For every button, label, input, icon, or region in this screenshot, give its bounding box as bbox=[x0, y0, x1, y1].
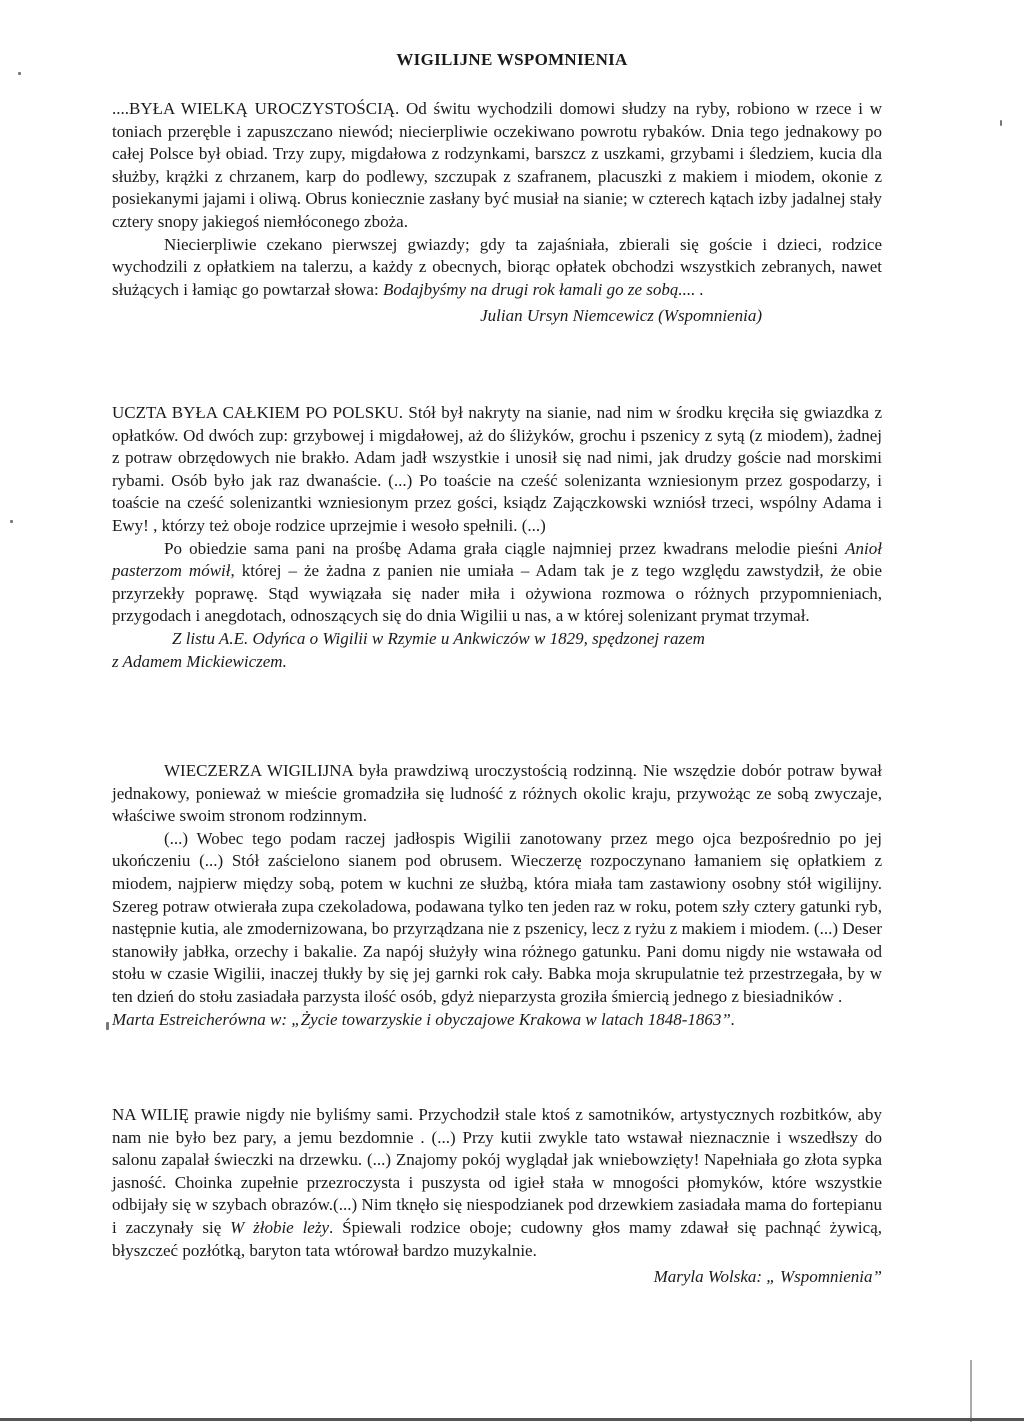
carol-title: W żłobie leży bbox=[230, 1217, 330, 1237]
scan-edge-line bbox=[970, 1360, 972, 1422]
quoted-words: Bodajbyśmy na drugi rok łamali go ze sobą.... . bbox=[382, 279, 704, 299]
scan-speck bbox=[10, 520, 13, 523]
paragraph-text: , której – że żadna z panien nie umiała – Adam tak je z tego względu zawstydził, że obie przyrzekły poprawę. Stąd wywiązała się nader miła i ożywiona rozmowa o różnych przypomnieniach, przygodach i anegdotach, odnoszących się do dnia Wigilii u nas, a w której solenizant prymat trzymał. bbox=[112, 561, 882, 626]
paragraph-text: Niecierpliwie czekano pierwszej gwiazdy; gdy ta zajaśniała, zbierali się goście i dzieci, rodzice wychodzili z opłatkiem na talerzu, a każdy z obecnych, biorąc opłatek obchodzi wszystkich zebranych, nawet służących i łamiąc go powtarzał słowa: bbox=[112, 234, 882, 299]
excerpt-paragraph: WIECZERZA WIGILIJNA była prawdziwą uroczystością rodzinną. Nie wszędzie dobór potraw bywał jednakowy, ponieważ w mieście gromadziła się ludność z różnych okolic kraju, przywożąc ze sobą zwyczaje, właściwe swoim stronom rodzinnym. bbox=[112, 761, 882, 826]
source-citation: Z listu A.E. Odyńca o Wigilii w Rzymie u Ankwiczów w 1829, spędzonej razem bbox=[172, 628, 705, 648]
excerpt-paragraph bbox=[112, 1104, 882, 1262]
scan-bottom-edge bbox=[0, 1418, 1024, 1421]
scan-speck bbox=[106, 1022, 109, 1030]
source-citation: Marta Estreicherówna w: „Życie towarzyskie i obyczajowe Krakowa w latach 1848-1863”. bbox=[112, 1009, 736, 1029]
song-title: Anioł pasterzom mówił bbox=[112, 538, 882, 581]
excerpt-paragraph: UCZTA BYŁA CAŁKIEM PO POLSKU. Stół był nakryty na sianie, nad nim w środku kręciła się gwiazdka z opłatków. Od dwóch zup: grzybowej i migdałowej, aż do śliżyków, grochu i pszenicy z sytą (z miodem), żadnej z potraw obrzędowych nie brakło. Adam jadł wszystkie i unosił się nad nimi, jak drudzy goście nad morskimi rybami. Osób było jak raz dwanaście. (...) Po toaście na cześć solenizanta wzniesionym przez gospodarzy, i toaście na cześć solenizantki wzniesionym przez gości, ksiądz Zajączkowski wzniósł trzeci, wspólny Adama i Ewy! , którzy też oboje rodzice uprzejmie i wesoło spełnili. (...) bbox=[112, 403, 882, 535]
excerpt-paragraph: ....BYŁA WIELKĄ UROCZYSTOŚCIĄ. Od świtu wychodzili domowi słudzy na ryby, robiono w rzece i w toniach przeręble i zapuszczano niewód; niecierpliwie oczekiwano powrotu rybaków. Dnia tego jednakowy po całej Polsce był obiad. Trzy zupy, migdałowa z rodzynkami, barszcz z uszkami, grzybami i śledziem, kucia dla służby, krążki z chrzanem, karp do podlewy, szczupak z szafranem, placuszki z makiem i miodem, okonie z posiekanymi jajami i oliwą. Obrus koniecznie zasłany być musiał na sianie; w czterech kątach izby jadalnej stały cztery snopy jakiegoś niemłóconego zboża. bbox=[112, 99, 882, 231]
excerpt-paragraph bbox=[112, 234, 882, 302]
scan-speck bbox=[1000, 120, 1002, 126]
scan-speck bbox=[18, 72, 21, 75]
source-citation: Julian Ursyn Niemcewicz (Wspomnienia) bbox=[480, 306, 762, 326]
page-title: WIGILIJNE WSPOMNIENIA bbox=[396, 50, 628, 69]
excerpt-estreicherowna bbox=[112, 760, 882, 1031]
excerpt-paragraph: (...) Wobec tego podam raczej jadłospis Wigilii zanotowany przez mego ojca bezpośrednio po jej ukończeniu (...) Stół zaścielono sianem pod obrusem. Wieczerzę rozpoczynano łamaniem się opłatkiem z miodem, najpierw między sobą, potem w kuchni ze służbą, która miała tam zastawiony osobny stół wigilijny. Szereg potraw otwierała zupa czekoladowa, podawana tylko ten jeden raz w roku, potem szły cztery gatunki ryb, następnie kutia, ale zmodernizowana, bo przyrządzana nie z pszenicy, lecz z ryżu z makiem i miodem. (...) Deser stanowiły jabłka, orzechy i bakalie. Za napój służyły wina różnego gatunku. Pani domu nigdy nie wstawała od stołu w czasie Wigilii, inaczej tłukły by się jej garnki rok cały. Babka moja skrupulatnie też przestrzegała, by w ten dzień do stołu zasiadała parzysta ilość osób, gdyż nieparzysta groziła śmiercią jednego z biesiadników . bbox=[112, 828, 882, 1006]
paragraph-text: Po obiedzie sama pani na prośbę Adama grała ciągle najmniej przez kwadrans melodie pieśni bbox=[164, 538, 846, 558]
excerpt-odyniec bbox=[112, 402, 882, 673]
source-citation: z Adamem Mickiewiczem. bbox=[112, 651, 287, 671]
paragraph-text: NA WILIĘ prawie nigdy nie byliśmy sami. Przychodził stale ktoś z samotników, artystycznych rozbitków, aby nam nie było bez pary, a jemu bezdomnie . (...) Przy kutii zwykle tato wstawał nieznacznie i wszedłszy do salonu zapalał świeczki na drzewku. (...) Znajomy pokój wyglądał jak wniebowzięty! Napełniała go złota sypka jasność. Choinka zupełnie przezroczysta i puszysta od igieł stała w mnogości płomyków, które wszystkie odbijały się w szybach obrazów.(...) Nim tknęło się niespodzianek pod drzewkiem zasiadała mama do fortepianu i zaczynały się bbox=[112, 1105, 882, 1237]
excerpt-wolska bbox=[112, 1104, 882, 1289]
excerpt-paragraph bbox=[112, 538, 882, 628]
paragraph-text: . Śpiewali rodzice oboje; cudowny głos mamy zdawał się pachnąć żywicą, błyszczeć pozłótką, baryton tata wtórował bardzo muzykalnie. bbox=[112, 1217, 883, 1260]
excerpt-niemcewicz bbox=[112, 98, 882, 328]
source-citation: Maryla Wolska: „ Wspomnienia” bbox=[653, 1267, 882, 1287]
